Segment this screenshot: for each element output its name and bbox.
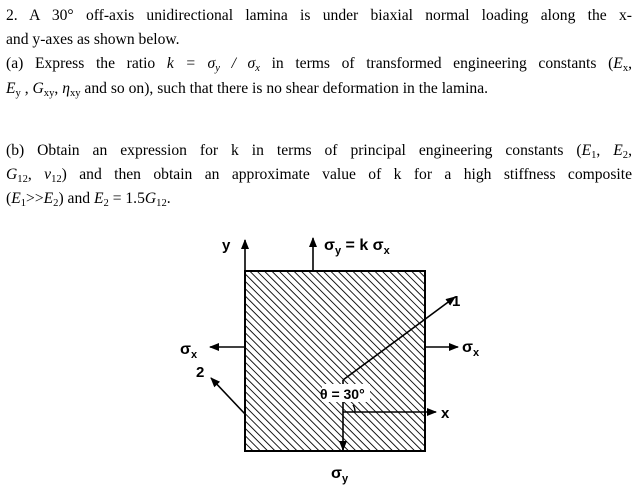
part-a-label: (a) bbox=[6, 55, 24, 73]
fiber-axis-2-label: 2 bbox=[196, 364, 205, 381]
y-axis-label: y bbox=[222, 237, 231, 254]
part-a-line-1: (a) Express the ratio $k = \sigma_y / \sigma_x$ in terms of transformed engineering constants ($E_x$, bbox=[6, 55, 633, 75]
part-b-line-2: $G_{12}$, $\nu_{12}$) and then obtain an approximate value of k for a high stiffness composite bbox=[6, 166, 632, 186]
part-a-suffix: in terms of transformed engineering constants ( bbox=[259, 55, 614, 73]
fiber-axis-1-label: 1 bbox=[452, 293, 461, 310]
intro-text-1: A 30° off-axis unidirectional lamina is under biaxial normal loading along the x- bbox=[29, 7, 632, 24]
part-b-line-1: (b) Obtain an expression for k in terms of principal engineering constants ($E_1$, $E_2$, bbox=[6, 142, 632, 161]
left-stress-label: $\sigma_x$ bbox=[180, 341, 198, 361]
bottom-stress-label: $\sigma_y$ bbox=[331, 465, 349, 485]
part-b-line-3: $(E_1>>E_2)$ and $E_2 = 1.5G_{12}$. bbox=[6, 190, 171, 210]
lamina-hatched-square bbox=[245, 271, 425, 451]
x-axis-label: x bbox=[441, 405, 450, 422]
part-a-line-2: $E_y$ , $G_{xy}$, $\eta_{xy}$ and so on), such that there is no shear deformation in the lamina. bbox=[6, 79, 489, 99]
intro-line-2: and y-axes as shown below. bbox=[6, 31, 180, 49]
right-stress-label: $\sigma_x$ bbox=[462, 339, 480, 359]
top-stress-label: $\sigma_y = k$ $\sigma_x$ bbox=[324, 237, 390, 257]
part-a-prefix: Express the ratio bbox=[34, 55, 156, 73]
fiber-axis-2-arrow bbox=[211, 378, 245, 414]
ratio-expression: $k = \sigma_y / \sigma_x$ bbox=[166, 55, 260, 75]
angle-label: θ = 30° bbox=[320, 386, 365, 402]
problem-number: 2. bbox=[6, 7, 18, 24]
part-b-label: (b) bbox=[6, 142, 25, 159]
